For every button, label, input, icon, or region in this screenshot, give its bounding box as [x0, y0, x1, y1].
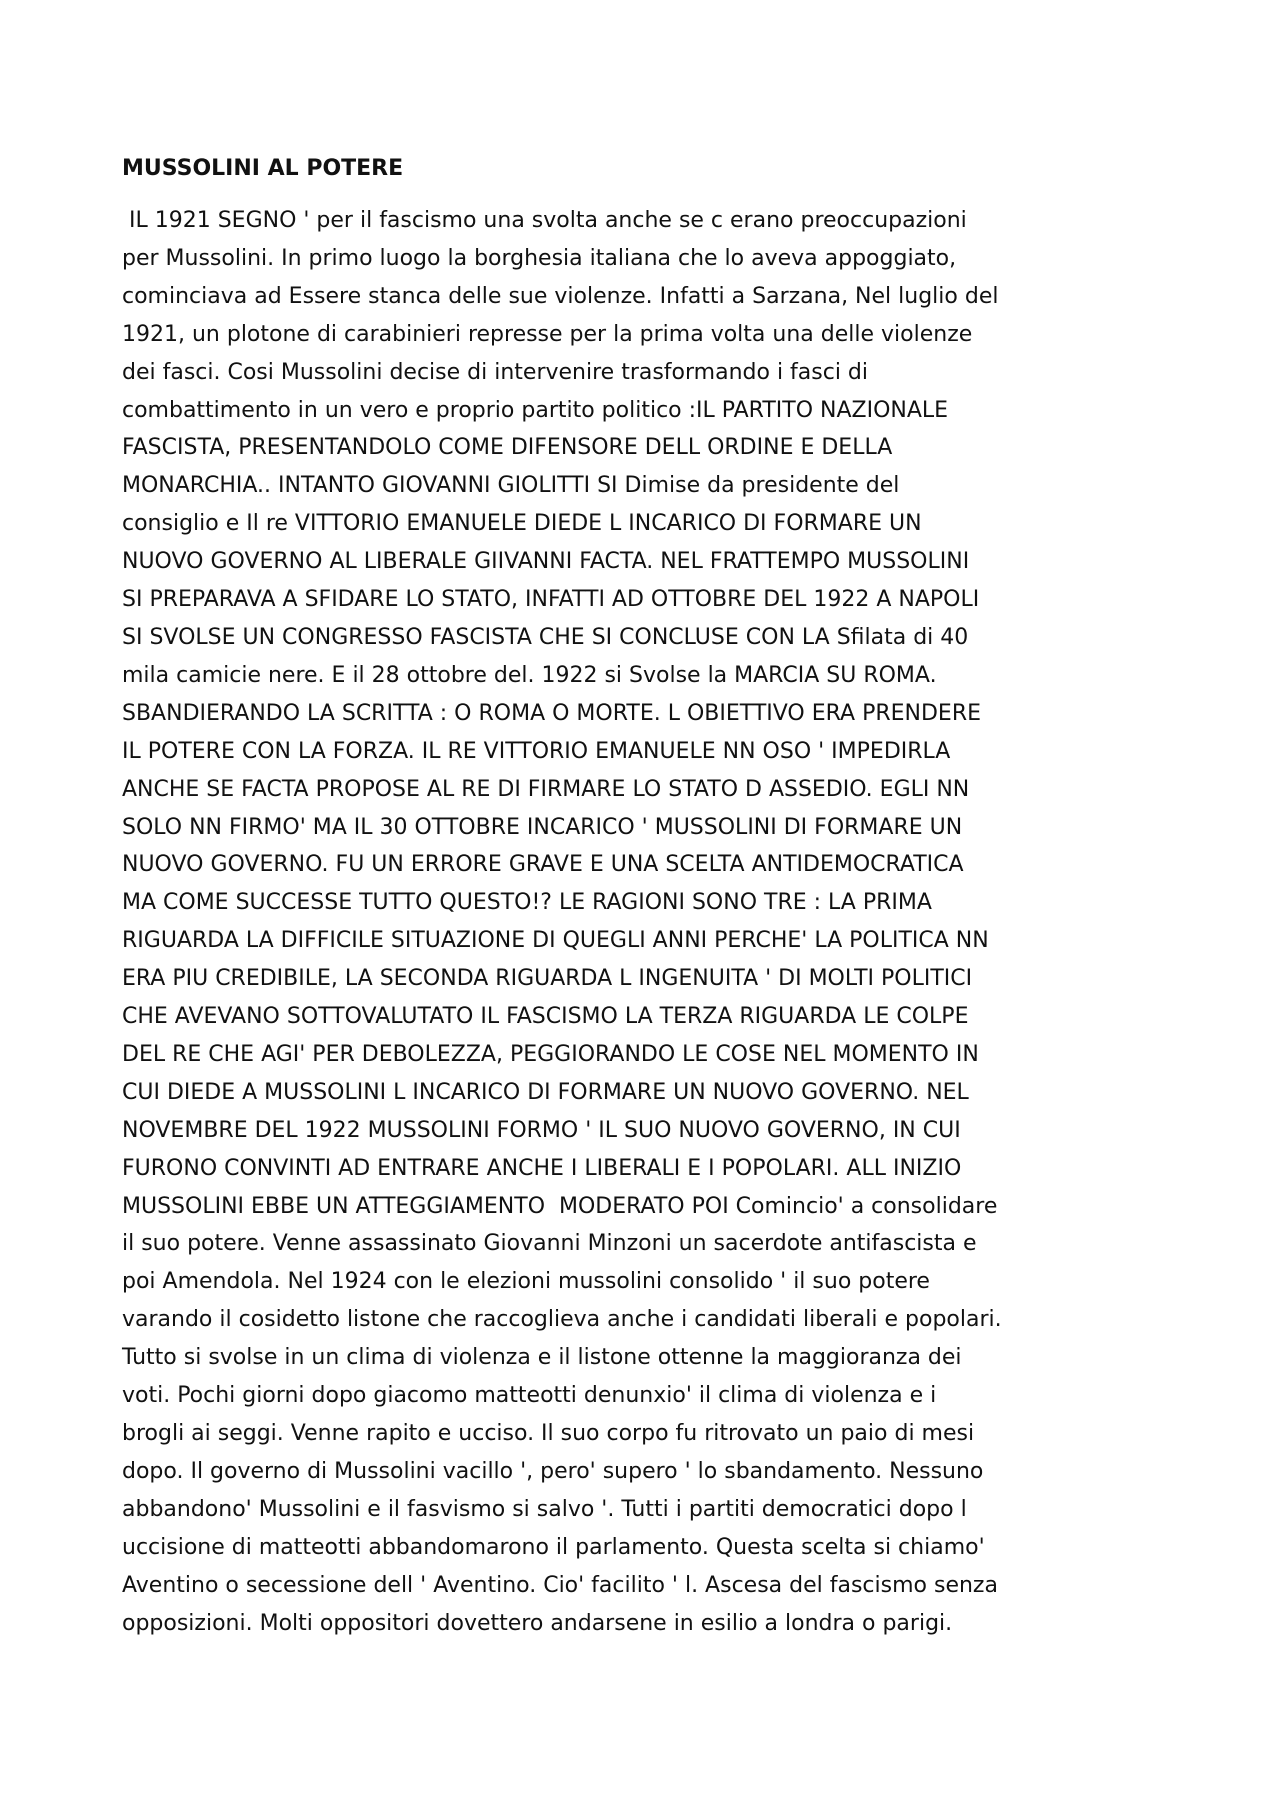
text-line: CUI DIEDE A MUSSOLINI L INCARICO DI FORMARE UN NUOVO GOVERNO. NEL [122, 1079, 969, 1105]
text-line: abbandono' Mussolini e il fasvismo si salvo '. Tutti i partiti democratici dopo l [122, 1496, 967, 1522]
text-line: NUOVO GOVERNO AL LIBERALE GIIVANNI FACTA. NEL FRATTEMPO MUSSOLINI [122, 549, 970, 575]
text-line: IL POTERE CON LA FORZA. IL RE VITTORIO EMANUELE NN OSO ' IMPEDIRLA [122, 738, 951, 764]
text-line: SI SVOLSE UN CONGRESSO FASCISTA CHE SI CONCLUSE CON LA Sfilata di 40 [122, 624, 969, 650]
text-line: opposizioni. Molti oppositori dovettero andarsene in esilio a londra o parigi. [122, 1610, 953, 1636]
text-line: Tutto si svolse in un clima di violenza e il listone ottenne la maggioranza dei [122, 1345, 962, 1371]
text-line: CHE AVEVANO SOTTOVALUTATO IL FASCISMO LA TERZA RIGUARDA LE COLPE [122, 1004, 969, 1030]
text-line: uccisione di matteotti abbandomarono il parlamento. Questa scelta si chiamo' [122, 1534, 985, 1560]
text-line: Aventino o secessione dell ' Aventino. Cio' facilito ' l. Ascesa del fascismo senza [122, 1572, 998, 1598]
text-line: IL 1921 SEGNO ' per il fascismo una svolta anche se c erano preoccupazioni [122, 208, 967, 233]
text-line: FASCISTA, PRESENTANDOLO COME DIFENSORE DELL ORDINE E DELLA [122, 435, 893, 461]
text-line: NUOVO GOVERNO. FU UN ERRORE GRAVE E UNA SCELTA ANTIDEMOCRATICA [122, 852, 964, 878]
text-line: il suo potere. Venne assassinato Giovanni Minzoni un sacerdote antifascista e [122, 1231, 977, 1257]
text-line: dopo. Il governo di Mussolini vacillo ', pero' supero ' lo sbandamento. Nessuno [122, 1458, 984, 1484]
text-line: ANCHE SE FACTA PROPOSE AL RE DI FIRMARE LO STATO D ASSEDIO. EGLI NN [122, 776, 970, 802]
text-line: DEL RE CHE AGI' PER DEBOLEZZA, PEGGIORANDO LE COSE NEL MOMENTO IN [122, 1041, 979, 1067]
text-line: combattimento in un vero e proprio partito politico :IL PARTITO NAZIONALE [122, 397, 949, 423]
text-line: RIGUARDA LA DIFFICILE SITUAZIONE DI QUEGLI ANNI PERCHE' LA POLITICA NN [122, 928, 989, 954]
text-line: SI PREPARAVA A SFIDARE LO STATO, INFATTI AD OTTOBRE DEL 1922 A NAPOLI [122, 587, 980, 613]
text-line: varando il cosidetto listone che raccoglieva anche i candidati liberali e popolari. [122, 1307, 1002, 1333]
text-line: MONARCHIA.. INTANTO GIOVANNI GIOLITTI SI Dimise da presidente del [122, 473, 900, 499]
text-line: SOLO NN FIRMO' MA IL 30 OTTOBRE INCARICO ' MUSSOLINI DI FORMARE UN [122, 814, 963, 840]
text-line: MUSSOLINI EBBE UN ATTEGGIAMENTO MODERATO POI Comincio' a consolidare [122, 1193, 998, 1219]
text-line: dei fasci. Cosi Mussolini decise di intervenire trasformando i fasci di [122, 359, 869, 385]
text-line: per Mussolini. In primo luogo la borghesia italiana che lo aveva appoggiato, [122, 245, 957, 271]
text-line: mila camicie nere. E il 28 ottobre del. 1922 si Svolse la MARCIA SU ROMA. [122, 662, 937, 688]
text-line: poi Amendola. Nel 1924 con le elezioni mussolini consolido ' il suo potere [122, 1269, 930, 1295]
text-line: FURONO CONVINTI AD ENTRARE ANCHE I LIBERALI E I POPOLARI. ALL INIZIO [122, 1155, 962, 1181]
text-line: MA COME SUCCESSE TUTTO QUESTO!? LE RAGIONI SONO TRE : LA PRIMA [122, 890, 932, 916]
text-line: cominciava ad Essere stanca delle sue violenze. Infatti a Sarzana, Nel luglio del [122, 283, 999, 309]
text-line: consiglio e Il re VITTORIO EMANUELE DIEDE L INCARICO DI FORMARE UN [122, 511, 922, 537]
text-line: brogli ai seggi. Venne rapito e ucciso. Il suo corpo fu ritrovato un paio di mesi [122, 1421, 975, 1446]
text-line: NOVEMBRE DEL 1922 MUSSOLINI FORMO ' IL SUO NUOVO GOVERNO, IN CUI [122, 1117, 961, 1143]
text-line: voti. Pochi giorni dopo giacomo matteotti denunxio' il clima di violenza e i [122, 1383, 937, 1409]
text-line: 1921, un plotone di carabinieri represse per la prima volta una delle violenze [122, 321, 973, 347]
document-body [122, 202, 1002, 1642]
document-title: MUSSOLINI AL POTERE [122, 156, 404, 181]
text-line: ERA PIU CREDIBILE, LA SECONDA RIGUARDA L INGENUITA ' DI MOLTI POLITICI [122, 966, 973, 992]
text-line: SBANDIERANDO LA SCRITTA : O ROMA O MORTE. L OBIETTIVO ERA PRENDERE [122, 700, 982, 726]
